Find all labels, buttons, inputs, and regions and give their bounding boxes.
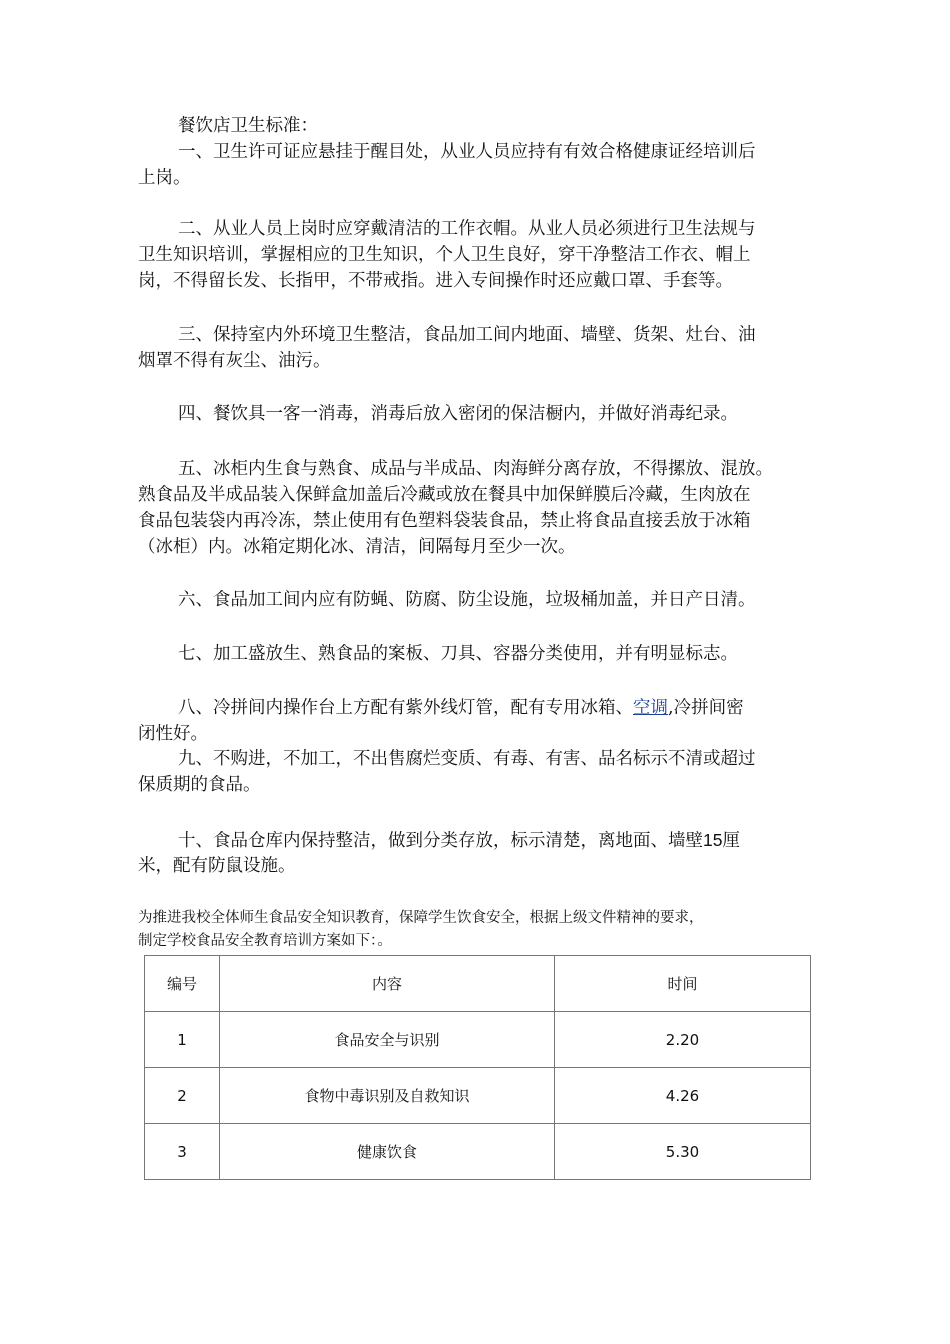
training-plan-intro: 为推进我校全体师生食品安全知识教育，保障学生饮食安全，根据上级文件精神的要求， 制定学校食品安全教育培训方案如下：。 [138, 910, 704, 949]
standard-item-1: 一、卫生许可证应悬挂于醒目处，从业人员应持有有效合格健康证经培训后 上岗。 [138, 142, 756, 188]
header-content: 内容 [220, 956, 555, 1012]
row-time: 4.26 [555, 1068, 811, 1124]
row-number: 1 [145, 1012, 220, 1068]
standard-item-3: 三、保持室内外环境卫生整洁，食品加工间内地面、墙壁、货架、灶台、油 烟罩不得有灰尘、油污。 [138, 325, 756, 371]
air-conditioner-link[interactable]: 空调 [633, 698, 668, 718]
standards-title: 餐饮店卫生标准： [178, 116, 318, 136]
table-row [145, 1068, 811, 1124]
header-time: 时间 [555, 956, 811, 1012]
row-content: 健康饮食 [220, 1124, 555, 1180]
standard-item-4: 四、餐饮具一客一消毒，消毒后放入密闭的保洁橱内，并做好消毒纪录。 [178, 404, 738, 424]
standard-item-2: 二、从业人员上岗时应穿戴清洁的工作衣帽。从业人员必须进行卫生法规与 卫生知识培训，掌握相应的卫生知识，个人卫生良好，穿干净整洁工作衣、帽上 岗，不得留长发、长指甲，不带戒指。进入专间操作时还应戴口罩、手套等。 [138, 219, 756, 291]
table-header-row [145, 956, 811, 1012]
table-row [145, 1124, 811, 1180]
header-number: 编号 [145, 956, 220, 1012]
row-number: 2 [145, 1068, 220, 1124]
row-content: 食品安全与识别 [220, 1012, 555, 1068]
row-content: 食物中毒识别及自救知识 [220, 1068, 555, 1124]
row-time: 5.30 [555, 1124, 811, 1180]
standard-item-5: 五、冰柜内生食与熟食、成品与半成品、肉海鲜分离存放，不得摞放、混放。 熟食品及半成品装入保鲜盒加盖后冷藏或放在餐具中加保鲜膜后冷藏，生肉放在 食品包装袋内再冷冻，禁止使用有色塑料袋装食品，禁止将食品直接丢放于冰箱 （冰柜）内。冰箱定期化冰、清洁，间隔每月至少一次。 [138, 459, 773, 557]
training-schedule-table [144, 955, 811, 1180]
row-time: 2.20 [555, 1012, 811, 1068]
standard-item-8: 八、冷拼间内操作台上方配有紫外线灯管，配有专用冰箱、空调,冷拼间密 闭性好。 [138, 698, 744, 744]
standard-item-10: 十、食品仓库内保持整洁，做到分类存放，标示清楚，离地面、墙壁15厘 米，配有防鼠设施。 [138, 830, 740, 876]
standard-item-9: 九、不购进，不加工，不出售腐烂变质、有毒、有害、品名标示不清或超过 保质期的食品。 [138, 749, 756, 795]
standard-item-6: 六、食品加工间内应有防蝇、防腐、防尘设施，垃圾桶加盖，并日产日清。 [178, 590, 756, 610]
standard-item-7: 七、加工盛放生、熟食品的案板、刀具、容器分类使用，并有明显标志。 [178, 644, 738, 664]
row-number: 3 [145, 1124, 220, 1180]
table-row [145, 1012, 811, 1068]
